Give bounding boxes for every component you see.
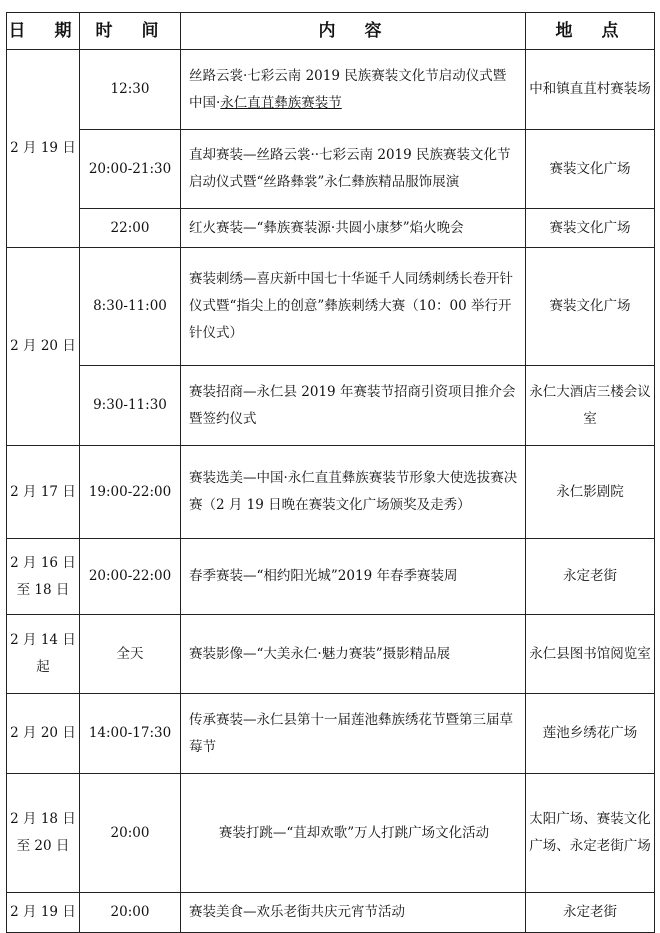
content-cell: 赛装招商—永仁县 2019 年赛装节招商引资项目推介会暨签约仪式 — [181, 366, 526, 446]
table-row — [7, 446, 655, 539]
table-row — [7, 209, 655, 248]
time-cell: 8:30-11:00 — [80, 248, 181, 366]
header-date: 日 期 — [7, 13, 80, 50]
time-cell: 14:00-17:30 — [80, 694, 181, 774]
table-row — [7, 50, 655, 130]
time-cell: 19:00-22:00 — [80, 446, 181, 539]
place-cell: 赛装文化广场 — [526, 130, 655, 209]
table-row — [7, 248, 655, 366]
content-cell: 春季赛装—“相约阳光城”2019 年春季赛装周 — [181, 539, 526, 615]
place-cell: 中和镇直苴村赛装场 — [526, 50, 655, 130]
content-cell: 赛装打跳—“苴却欢歌”万人打跳广场文化活动 — [181, 774, 526, 893]
content-cell: 赛装影像—“大美永仁·魅力赛装”摄影精品展 — [181, 615, 526, 694]
header-row — [7, 13, 655, 50]
date-cell: 2 月 14 日起 — [7, 615, 80, 694]
time-cell: 20:00-21:30 — [80, 130, 181, 209]
place-cell: 赛装文化广场 — [526, 209, 655, 248]
place-cell: 永仁大酒店三楼会议室 — [526, 366, 655, 446]
time-cell: 全天 — [80, 615, 181, 694]
date-cell: 2 月 16 日至 18 日 — [7, 539, 80, 615]
time-cell: 20:00-22:00 — [80, 539, 181, 615]
time-cell: 20:00 — [80, 893, 181, 933]
place-cell: 永定老街 — [526, 893, 655, 933]
time-cell: 12:30 — [80, 50, 181, 130]
table-row — [7, 893, 655, 933]
date-cell: 2 月 19 日 — [7, 50, 80, 248]
place-cell: 赛装文化广场 — [526, 248, 655, 366]
content-cell: 传承赛装—永仁县第十一届莲池彝族绣花节暨第三届草莓节 — [181, 694, 526, 774]
content-cell: 赛装美食—欢乐老街共庆元宵节活动 — [181, 893, 526, 933]
time-cell: 22:00 — [80, 209, 181, 248]
content-cell: 赛装选美—中国·永仁直苴彝族赛装节形象大使选拔赛决赛（2 月 19 日晚在赛装文化广场颁奖及走秀） — [181, 446, 526, 539]
table-row — [7, 366, 655, 446]
content-cell — [181, 50, 526, 130]
header-place: 地 点 — [526, 13, 655, 50]
table-row — [7, 774, 655, 893]
time-cell: 20:00 — [80, 774, 181, 893]
place-cell: 莲池乡绣花广场 — [526, 694, 655, 774]
place-cell: 永仁县图书馆阅览室 — [526, 615, 655, 694]
content-cell: 赛装刺绣—喜庆新中国七十华诞千人同绣刺绣长卷开针仪式暨“指尖上的创意”彝族刺绣大赛（10：00 举行开针仪式） — [181, 248, 526, 366]
underlined-text: 永仁直苴彝族赛装节 — [220, 94, 342, 111]
place-cell: 永仁影剧院 — [526, 446, 655, 539]
place-cell: 太阳广场、赛装文化广场、永定老街广场 — [526, 774, 655, 893]
date-cell: 2 月 19 日 — [7, 893, 80, 933]
date-cell: 2 月 20 日 — [7, 694, 80, 774]
header-content: 内 容 — [181, 13, 526, 50]
table-row — [7, 539, 655, 615]
schedule-table — [6, 12, 655, 933]
content-cell: 直却赛装—丝路云裳··七彩云南 2019 民族赛装文化节启动仪式暨“丝路彝裳”永仁彝族精品服饰展演 — [181, 130, 526, 209]
table-row — [7, 694, 655, 774]
table-row — [7, 130, 655, 209]
table-row — [7, 615, 655, 694]
content-cell: 红火赛装—“彝族赛装源·共圆小康梦”焰火晚会 — [181, 209, 526, 248]
place-cell: 永定老街 — [526, 539, 655, 615]
date-cell: 2 月 20 日 — [7, 248, 80, 446]
date-cell: 2 月 18 日至 20 日 — [7, 774, 80, 893]
time-cell: 9:30-11:30 — [80, 366, 181, 446]
date-cell: 2 月 17 日 — [7, 446, 80, 539]
header-time: 时 间 — [80, 13, 181, 50]
content-text: 丝路云裳·七彩云南 2019 民族赛装文化节启动仪式暨中国· — [189, 67, 507, 111]
